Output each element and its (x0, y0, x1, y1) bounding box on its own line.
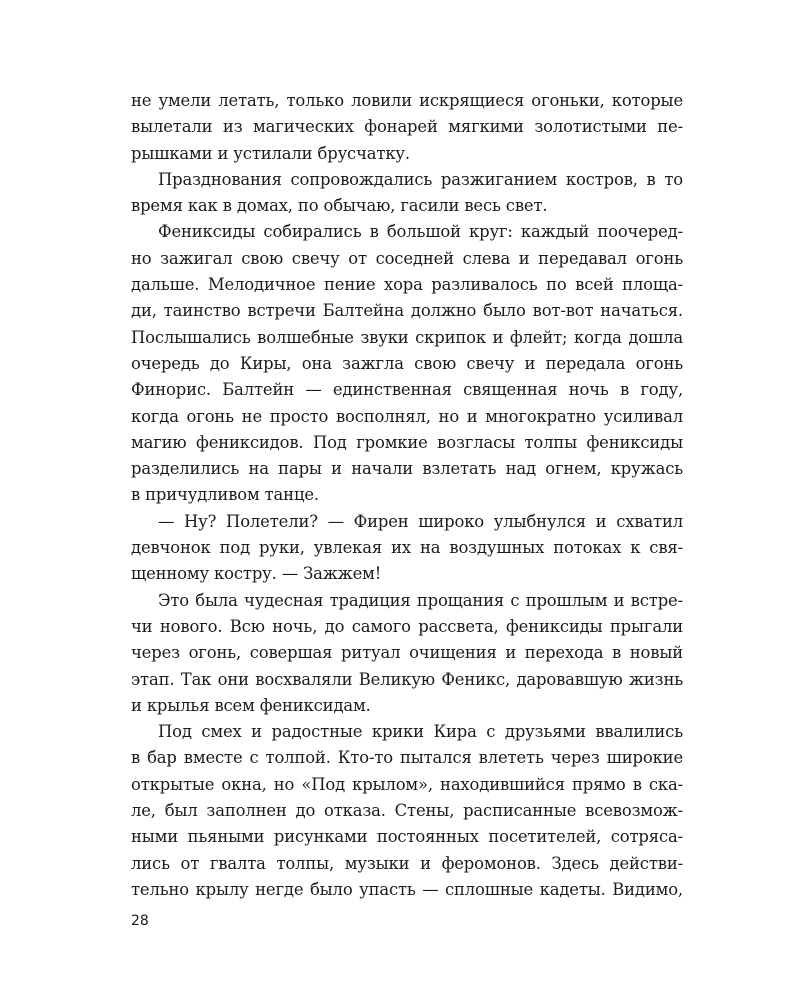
text-line: чи нового. Всю ночь, до самого рассвета, фениксиды прыгали (131, 616, 683, 636)
text-line: этап. Так они восхваляли Великую Феникс, даровавшую жизнь (131, 669, 683, 689)
text-line: вылетали из магических фонарей мягкими золотистыми пе- (131, 117, 683, 137)
text-line: дальше. Мелодичное пение хора разливалось по всей площа- (131, 275, 683, 295)
text-line: время как в домах, по обычаю, гасили весь свет. (131, 196, 548, 216)
text-line: ле, был заполнен до отказа. Стены, расписанные всевозмож- (131, 801, 683, 821)
text-line: не умели летать, только ловили искрящиеся огоньки, которые (131, 91, 683, 110)
page-number: 28 (131, 913, 149, 929)
text-line: Фениксиды собирались в большой круг: каждый поочеред- (158, 222, 683, 242)
text-line: в бар вместе с толпой. Кто-то пытался влететь через широкие (131, 748, 683, 768)
text-line: — Ну? Полетели? — Фирен широко улыбнулся и схватил (158, 511, 683, 531)
text-line: очередь до Киры, она зажгла свою свечу и передала огонь (131, 353, 683, 373)
text-line: магию фениксидов. Под громкие возгласы толпы фениксиды (131, 432, 683, 452)
text-line: и крылья всем фениксидам. (131, 695, 371, 715)
text-line: девчонок под руки, увлекая их на воздушных потоках к свя- (131, 538, 683, 558)
text-line: но зажигал свою свечу от соседней слева и передавал огонь (131, 248, 683, 268)
text-line: в причудливом танце. (131, 485, 319, 505)
text-line: лись от гвалта толпы, музыки и феромонов. Здесь действи- (131, 853, 683, 873)
text-line: Под смех и радостные крики Кира с друзьями ввалились (158, 722, 683, 742)
text-line: разделились на пары и начали взлетать над огнем, кружась (131, 459, 683, 479)
text-line: Послышались волшебные звуки скрипок и флейт; когда дошла (131, 327, 683, 347)
text-line: Празднования сопровождались разжиганием костров, в то (158, 169, 683, 189)
body-text (131, 88, 683, 903)
text-line: через огонь, совершая ритуал очищения и перехода в новый (131, 643, 683, 663)
text-line: ными пьяными рисунками постоянных посетителей, сотряса- (131, 827, 683, 847)
text-line: тельно крылу негде было упасть — сплошные кадеты. Видимо, (131, 879, 683, 899)
text-line: когда огонь не просто восполнял, но и многократно усиливал (131, 406, 683, 426)
text-line: Финорис. Балтейн — единственная священная ночь в году, (131, 380, 683, 400)
text-line: щенному костру. — Зажжем! (131, 564, 382, 584)
text-line: ди, таинство встречи Балтейна должно было вот-вот начаться. (131, 301, 683, 321)
text-line: рышками и устилали брусчатку. (131, 143, 410, 163)
text-line: открытые окна, но «Под крылом», находившийся прямо в ска- (131, 774, 683, 794)
text-line: Это была чудесная традиция прощания с прошлым и встре- (158, 590, 683, 610)
